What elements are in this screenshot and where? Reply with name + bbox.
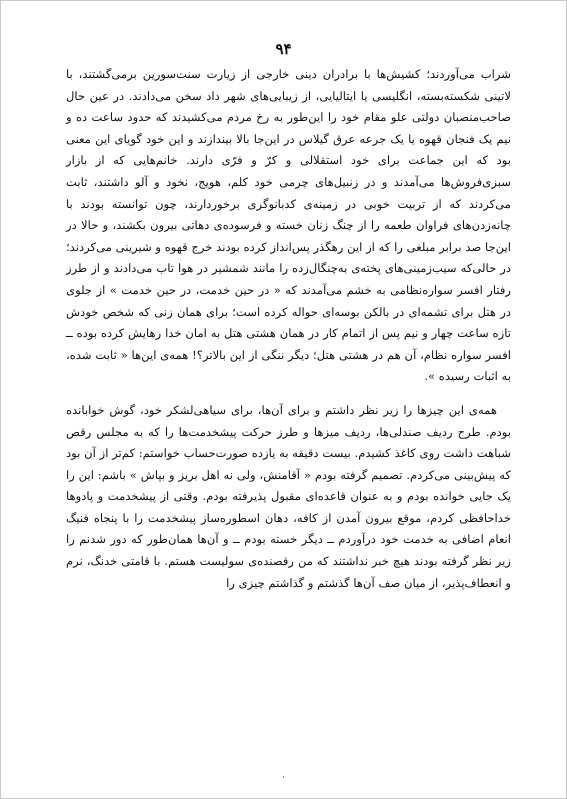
page-number: ۹۴	[275, 40, 292, 58]
footer-mark: ۰	[280, 770, 287, 783]
paragraph: شراب می‌آوردند؛ کشیش‌ها با برادران دینی خارجی از زیارت سنت‌سورین برمی‌گشتند، با لاتینی شکسته‌بسته، انگلیسی یا ایتالیایی، از زیبایی‌های شهر داد سخن می‌دادند. در عین حال صاحب‌منصبان دولتی علو مقام خود را این‌طور به رخ مردم می‌کشیدند که حدود ساعت ده و نیم یک فنجان قهوه یا یک جرعه عرق گیلاس در این‌جا بالا بیندازند و این خود گویای این معنی بود که این جماعت برای خود استقلالی و کرّ و فرّی دارند. خانم‌هایی که از بازار سبزی‌فروش‌ها می‌آمدند و در زنبیل‌های چرمی خود کلم، هویج، نخود و آلو داشتند، ثابت می‌کردند که از تربیت خوبی در زمینه‌ی کدبانوگری برخوردارند، چون توانسته بودند با چانه‌زدن‌های فراوان طعمه را از چنگ زنان خسته و فرسوده‌ی دهاتی بیرون بکشند، و حالا در این‌جا صد برابر مبلغی را که از این رهگذر پس‌انداز کرده بودند خرج قهوه و شیرینی می‌کردند؛ در حالی‌که سیب‌زمینی‌های پخته‌ی به‌چنگال‌زده را مانند شمشیر در هوا تاب می‌دادند و از طرز رفتار افسر سواره‌نظامی به خشم می‌آمدند که « در حین خدمت، در حین خدمت » از جلوی در هتل برای تشمه‌ای در بالکن بوسه‌ای حواله کرده است؛ برای همان زنی که شخص خودش تازه ساعت چهار و نیم پس از اتمام کار در همان هشتی هتل به امان خدا رهایش کرده بوده ــ افسر سواره نظام، آن هم در هشتی هتل؛ دیگر ننگی از این بالاتر؟! همه‌ی این‌ها « ثابت شده، به اثبات رسیده ».	[66, 67, 511, 384]
paragraph: همه‌ی این چیزها را زیر نظر داشتم و برای آن‌ها، برای سیاهی‌لشکر خود، گوش خوابانده بودم. طرح ردیف صندلی‌ها، ردیف میزها و طرز حرکت پیشخدمت‌ها را که به مجلس رقص شباهت داشت روی کاغذ کشیدم. بیست دقیقه به یازده صورت‌حساب خواستم: کم‌تر از آن بود که پیش‌بینی می‌کردم. تصمیم گرفته بودم « آقامنش، ولی نه اهل بریز و بپاش » باشم: این را یک جایی خوانده بودم و به عنوان قاعده‌ای مقبول پذیرفته بودم. وقتی از پیشخدمت و پادوها خداحافظی کردم، موقع بیرون آمدن از کافه، دهان اسطوره‌ساز پیشخدمت را با پنجاه فنیگ انعام اضافی به خدمت خود درآوردم ــ دیگر خسته بودم ــ و آن‌ها همان‌طور که دور شدنم را زیر نظر گرفته بودند هیچ خبر نداشتند که من رقصنده‌ی سولیست هستم. با قامتی خدنگ، نرم و انعطاف‌پذیر، از میان صف آن‌ها گذشتم و گذاشتم چیزی را	[66, 402, 511, 590]
body-text	[66, 64, 511, 594]
